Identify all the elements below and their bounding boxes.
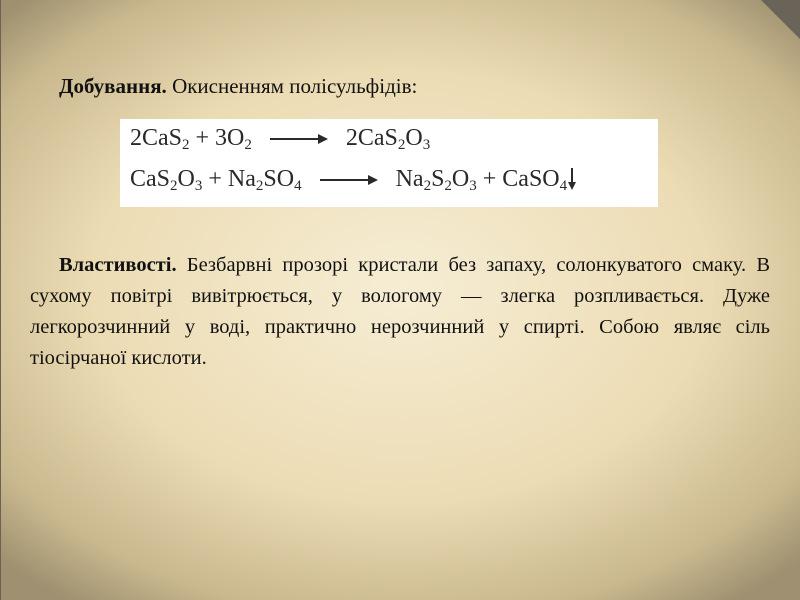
reaction-arrow-icon: [320, 175, 378, 185]
corner-fold: [761, 0, 800, 40]
equation-2: [130, 166, 576, 193]
heading-label: Добування.: [59, 74, 167, 98]
precipitate-arrow-icon: [568, 168, 576, 190]
eq1-reactants: $2CaS_2 + 3O_2$: [130, 125, 252, 153]
properties-text: Безбарвні прозорі кристали без запаху, солонкуватого смаку. В сухому повітрі вивітрюється, у вологому — злегка розпливається. Дуже легкорозчинний у воді, практично нерозчинний у спирті. Собою являє сіль тіосірчаної кислоти.: [30, 254, 770, 369]
reaction-arrow-icon: [270, 134, 328, 144]
equation-1: [130, 125, 430, 152]
properties-label: Властивості.: [59, 254, 177, 276]
eq2-reactants: $CaS_2O_3 + Na_2SO_4$: [130, 166, 302, 194]
heading-text: Окисненням полісульфідів:: [166, 74, 418, 98]
heading-obtaining: [59, 74, 417, 99]
eq1-products: $2CaS_2O_3$: [345, 125, 431, 153]
equations-image: [120, 119, 658, 207]
eq2-products: $Na_2S_2O_3$ + CaSO$_4$: [396, 166, 577, 193]
properties-paragraph: [30, 250, 770, 374]
